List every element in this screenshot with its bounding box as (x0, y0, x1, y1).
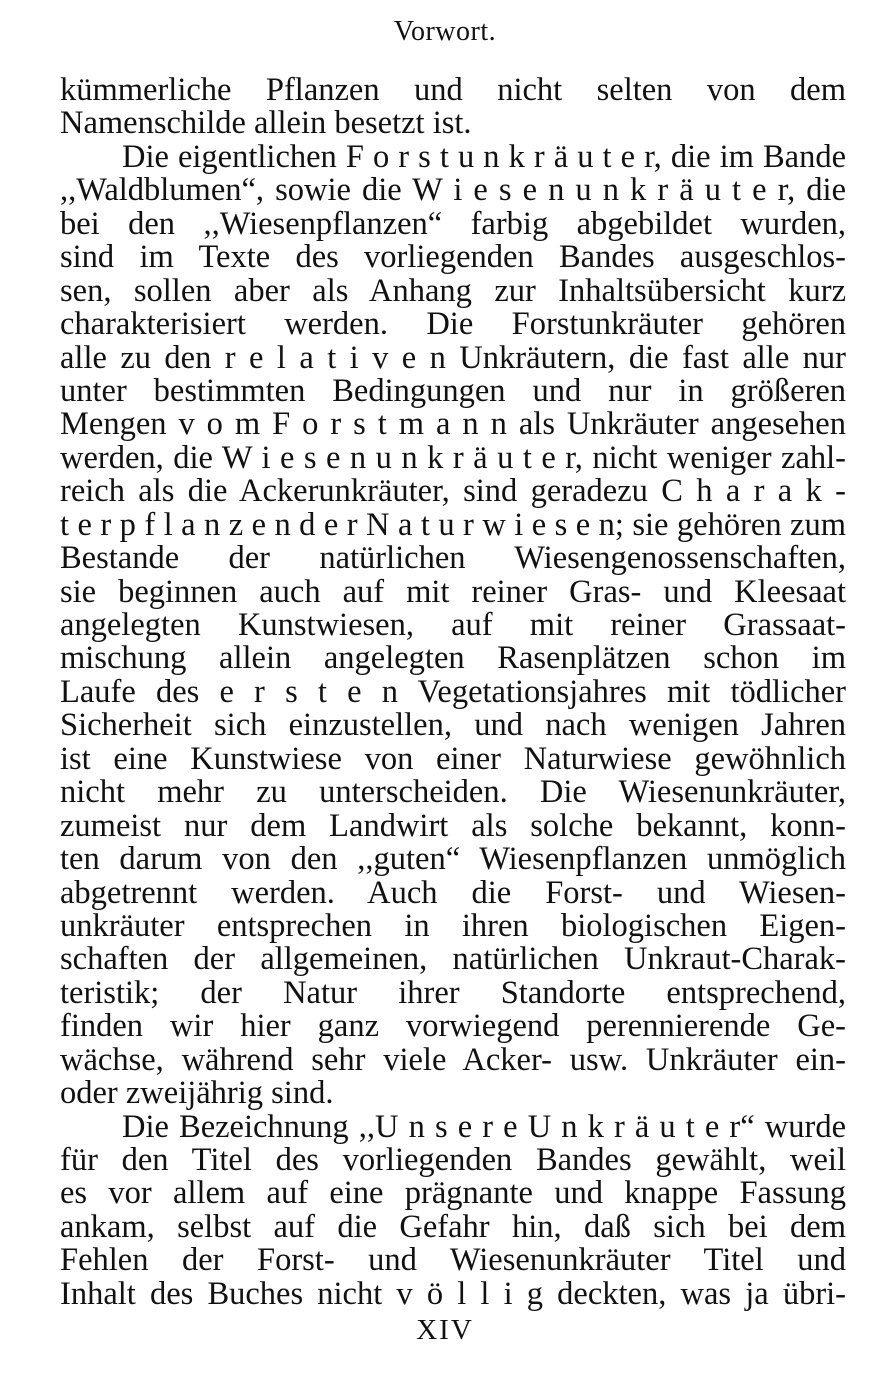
running-head: Vorwort. (393, 16, 497, 47)
text-line: reich als die Ackerunkräuter, sind geradezu C h a r a k - (60, 475, 846, 509)
text-line: sind im Texte des vorliegenden Bandes ausgeschlos- (60, 241, 846, 275)
text-line: Die Bezeichnung ,,U n s e r e U n k r ä u t e r“ wurde (122, 1110, 846, 1144)
text-line: ist eine Kunstwiese von einer Naturwiese gewöhnlich (60, 742, 846, 777)
text-line: finden wir hier ganz vorwiegend perennierende Ge- (60, 1010, 846, 1044)
body-text (60, 74, 846, 1311)
text-line: wächse, während sehr viele Acker- usw. Unkräuter ein- (60, 1043, 846, 1078)
text-line: Mengen v o m F o r s t m a n n als Unkräuter angesehen (60, 408, 846, 442)
text-line: Fehlen der Forst- und Wiesenunkräuter Titel und (60, 1244, 846, 1278)
text-line: werden, die W i e s e n u n k r ä u t e r, nicht weniger zahl- (60, 441, 846, 476)
text-line: ankam, selbst auf die Gefahr hin, daß sich bei dem (60, 1210, 846, 1245)
text-line: unter bestimmten Bedingungen und nur in größeren (60, 374, 846, 409)
text-line: sen, sollen aber als Anhang zur Inhaltsübersicht kurz (60, 274, 846, 309)
text-line: oder zweijährig sind. (60, 1077, 334, 1111)
text-line: für den Titel des vorliegenden Bandes gewählt, weil (60, 1144, 846, 1178)
text-line: teristik; der Natur ihrer Standorte entsprechend, (60, 976, 846, 1011)
text-line: Die eigentlichen F o r s t u n k r ä u t e r, die im Bande (122, 140, 846, 175)
text-line: ten darum von den ,,guten“ Wiesenpflanzen unmöglich (60, 843, 846, 877)
text-line: Laufe des e r s t e n Vegetationsjahres mit tödlicher (60, 675, 846, 710)
text-line: es vor allem auf eine prägnante und knappe Fassung (60, 1177, 846, 1211)
text-line: Bestande der natürlichen Wiesengenossenschaften, (60, 542, 846, 576)
text-line: sie beginnen auch auf mit reiner Gras- und Kleesaat (60, 575, 846, 609)
text-line: Inhalt des Buches nicht v ö l l i g deckten, was ja übri- (60, 1277, 846, 1312)
text-line: schaften der allgemeinen, natürlichen Unkraut-Charak- (60, 943, 846, 977)
text-line: abgetrennt werden. Auch die Forst- und Wiesen- (60, 876, 846, 910)
text-line: angelegten Kunstwiesen, auf mit reiner Grassaat- (60, 609, 846, 643)
text-line: alle zu den r e l a t i v e n Unkräutern, die fast alle nur (60, 341, 846, 375)
text-line: nicht mehr zu unterscheiden. Die Wiesenunkräuter, (60, 776, 846, 810)
page-number: XIV (416, 1314, 474, 1346)
text-line: Namenschilde allein besetzt ist. (60, 107, 472, 141)
text-line: ,,Waldblumen“, sowie die W i e s e n u n k r ä u t e r, die (60, 174, 846, 208)
text-line: zumeist nur dem Landwirt als solche bekannt, konn- (60, 809, 846, 844)
text-line: unkräuter entsprechen in ihren biologischen Eigen- (60, 909, 846, 944)
text-line: t e r p f l a n z e n d e r N a t u r w i e s e n; sie gehören zum (60, 508, 846, 543)
text-line: Sicherheit sich einzustellen, und nach wenigen Jahren (60, 709, 846, 743)
text-line: bei den ,,Wiesenpflanzen“ farbig abgebildet wurden, (60, 207, 846, 242)
text-line: mischung allein angelegten Rasenplätzen schon im (60, 642, 846, 676)
text-line: kümmerliche Pflanzen und nicht selten von dem (60, 74, 846, 108)
text-line: charakterisiert werden. Die Forstunkräuter gehören (60, 308, 846, 342)
